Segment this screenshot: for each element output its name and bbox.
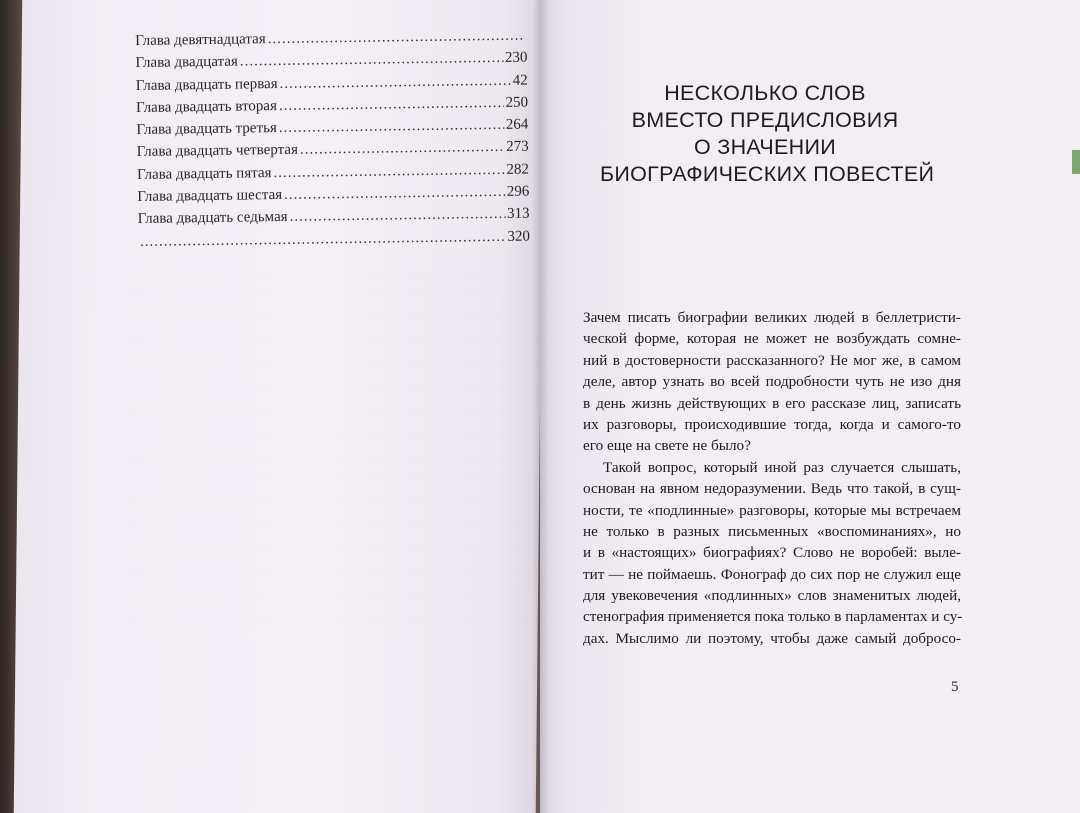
toc-entry-page: 250 — [505, 94, 529, 111]
text-line: Зачем писать биографии великих людей в беллетристи- — [583, 309, 961, 326]
text-line: для увековечения «подлинных» слов знаменитых людей, — [583, 587, 961, 605]
text-line: ности, те «подлинные» разговоры, которые мы встречаем — [583, 501, 961, 519]
toc-entry-title: Глава двадцать седьмая — [137, 209, 288, 228]
text-line: ческой форме, которая не может не возбуждать сомне- — [583, 330, 961, 348]
toc-leader-dots — [279, 114, 504, 139]
heading-line: НЕСКОЛЬКО СЛОВ — [664, 81, 866, 105]
text-line: дах. Мыслимо ли поэтому, чтобы даже самый добросо- — [583, 629, 961, 647]
toc-leader-dots — [279, 69, 510, 95]
toc-entry-page: 273 — [506, 139, 529, 156]
text-line: его еще на свете не было? — [583, 437, 751, 455]
heading-line: ВМЕСТО ПРЕДИСЛОВИЯ — [631, 108, 899, 132]
text-line: тит — не поймаешь. Фонограф до сих пор не служил еще — [583, 565, 961, 583]
text-line: основан на явном недоразумении. Ведь что такой, в сущ- — [583, 480, 961, 498]
show-through-text — [125, 250, 545, 730]
text-line: ний в достоверности рассказанного? Не мог же, в самом — [583, 351, 961, 369]
toc-entry-title: Глава двадцать четвертая — [136, 142, 299, 161]
text-line: стенография применяется пока только в парламентах и су- — [583, 608, 963, 626]
text-line: в день жизнь действующих в его рассказе лиц, записать — [583, 394, 961, 412]
toc-entry-title: Глава двадцать третья — [136, 120, 277, 139]
toc-entry-title: Глава двадцать шестая — [137, 187, 283, 206]
page-number: 5 — [951, 679, 959, 695]
text-line: их разговоры, происходившие тогда, когда и самого-то — [583, 415, 961, 433]
toc-entry-title: Глава девятнадцатая — [135, 31, 266, 49]
toc-entry-page: 320 — [507, 228, 531, 245]
chapter-heading — [600, 80, 935, 188]
text-line: и в «настоящих» биографиях? Слово не воробей: выле- — [583, 544, 961, 562]
toc-leader-dots — [279, 92, 504, 117]
heading-line: О ЗНАЧЕНИИ — [694, 135, 836, 159]
table-of-contents — [135, 25, 530, 253]
toc-entry-page: 230 — [504, 49, 528, 67]
toc-entry-title: Глава двадцатая — [135, 53, 238, 72]
text-line: Такой вопрос, который иной раз случается слышать, — [603, 458, 961, 476]
toc-leader-dots — [289, 203, 505, 228]
toc-entry-page: 264 — [505, 116, 529, 134]
toc-entry-page: 296 — [506, 183, 530, 200]
background-leaf — [1072, 150, 1080, 174]
toc-leader-dots — [273, 159, 504, 185]
text-line: не только в разных письменных «воспоминаниях», но — [583, 522, 961, 540]
toc-entry-page: 313 — [506, 205, 530, 223]
text-line: деле, автор узнать во всей подробности чуть не изо дня — [583, 373, 961, 391]
toc-entry-page: 42 — [512, 72, 528, 89]
heading-line: БИОГРАФИЧЕСКИХ ПОВЕСТЕЙ — [600, 162, 935, 186]
toc-entry-title: Глава двадцать пятая — [136, 164, 272, 183]
toc-entry-title: Глава двадцать первая — [135, 75, 278, 94]
toc-entry-title: Глава двадцать вторая — [135, 97, 278, 116]
body-paragraphs — [583, 307, 961, 649]
toc-entry-page: 282 — [506, 161, 530, 178]
toc-leader-dots — [300, 136, 505, 161]
toc-leader-dots — [284, 181, 505, 206]
